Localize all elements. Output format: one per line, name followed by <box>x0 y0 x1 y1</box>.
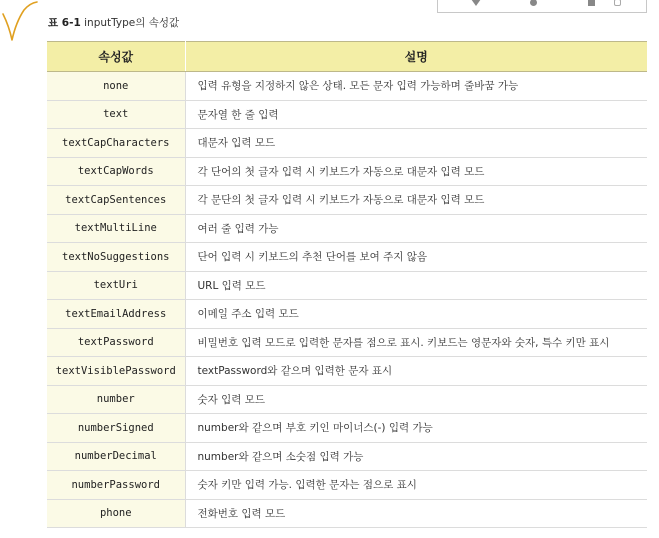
table-row <box>47 442 647 471</box>
table-header-row <box>47 42 647 72</box>
table-row <box>47 271 647 300</box>
checkmark-annotation <box>0 0 40 45</box>
property-value-cell: none <box>47 72 185 101</box>
property-value-cell: textMultiLine <box>47 214 185 243</box>
description-cell: number와 같으며 소숫점 입력 가능 <box>185 442 647 471</box>
table-row <box>47 414 647 443</box>
property-value-cell: textPassword <box>47 328 185 357</box>
table-row <box>47 243 647 272</box>
recent-apps-icon <box>588 0 595 6</box>
settings-icon <box>614 0 621 6</box>
property-value-cell: textEmailAddress <box>47 300 185 329</box>
property-value-cell: textNoSuggestions <box>47 243 185 272</box>
table-row <box>47 328 647 357</box>
property-value-cell: numberPassword <box>47 471 185 500</box>
description-cell: 비밀번호 입력 모드로 입력한 문자를 점으로 표시. 키보드는 영문자와 숫자, 특수 키만 표시 <box>185 328 647 357</box>
description-cell: number와 같으며 부호 키인 마이너스(-) 입력 가능 <box>185 414 647 443</box>
table-row <box>47 157 647 186</box>
property-value-cell: number <box>47 385 185 414</box>
property-value-cell: textCapSentences <box>47 186 185 215</box>
property-value-cell: textUri <box>47 271 185 300</box>
table-row <box>47 72 647 101</box>
description-cell: 숫자 입력 모드 <box>185 385 647 414</box>
property-value-cell: textCapCharacters <box>47 129 185 158</box>
caption-label: 표 6-1 <box>48 17 81 29</box>
table-row <box>47 300 647 329</box>
description-cell: 각 문단의 첫 글자 입력 시 키보드가 자동으로 대문자 입력 모드 <box>185 186 647 215</box>
back-icon <box>471 0 481 6</box>
description-cell: 입력 유형을 지정하지 않은 상태. 모든 문자 입력 가능하며 줄바꿈 가능 <box>185 72 647 101</box>
table-body <box>47 72 647 528</box>
description-cell: textPassword와 같으며 입력한 문자 표시 <box>185 357 647 386</box>
header-property: 속성값 <box>47 42 185 72</box>
description-cell: 각 단어의 첫 글자 입력 시 키보드가 자동으로 대문자 입력 모드 <box>185 157 647 186</box>
header-description: 설명 <box>185 42 647 72</box>
description-cell: 대문자 입력 모드 <box>185 129 647 158</box>
table-row <box>47 499 647 528</box>
property-value-cell: phone <box>47 499 185 528</box>
input-type-table <box>47 41 647 528</box>
table-row <box>47 186 647 215</box>
property-value-cell: numberSigned <box>47 414 185 443</box>
description-cell: 여러 줄 입력 가능 <box>185 214 647 243</box>
table-caption <box>48 15 179 30</box>
phone-nav-bar <box>437 0 647 13</box>
property-value-cell: textCapWords <box>47 157 185 186</box>
description-cell: 단어 입력 시 키보드의 추천 단어를 보여 주지 않음 <box>185 243 647 272</box>
property-value-cell: text <box>47 100 185 129</box>
table-row <box>47 357 647 386</box>
property-value-cell: numberDecimal <box>47 442 185 471</box>
description-cell: URL 입력 모드 <box>185 271 647 300</box>
home-icon <box>530 0 537 6</box>
table-row <box>47 129 647 158</box>
description-cell: 전화번호 입력 모드 <box>185 499 647 528</box>
property-value-cell: textVisiblePassword <box>47 357 185 386</box>
table-row <box>47 100 647 129</box>
table-row <box>47 471 647 500</box>
description-cell: 이메일 주소 입력 모드 <box>185 300 647 329</box>
description-cell: 숫자 키만 입력 가능. 입력한 문자는 점으로 표시 <box>185 471 647 500</box>
caption-text: inputType의 속성값 <box>84 17 180 29</box>
description-cell: 문자열 한 줄 입력 <box>185 100 647 129</box>
table-row <box>47 385 647 414</box>
table-row <box>47 214 647 243</box>
